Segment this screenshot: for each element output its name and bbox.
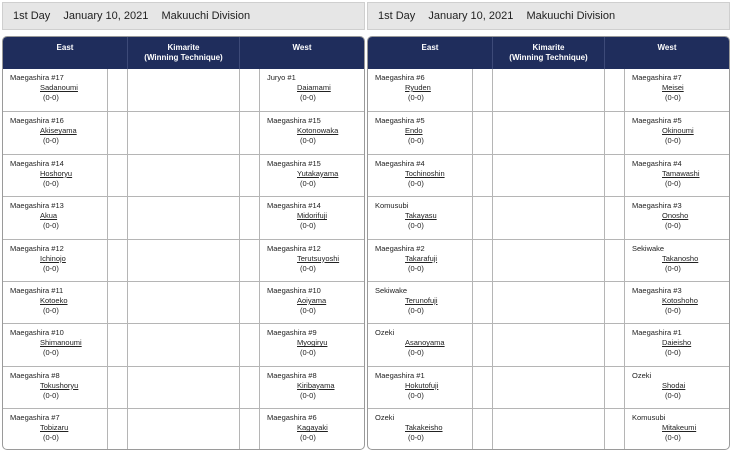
west-record: (0-0) <box>300 178 316 188</box>
west-record: (0-0) <box>300 433 316 443</box>
west-wrestler-cell <box>625 282 729 323</box>
west-wrestler-cell <box>260 155 364 196</box>
date-label: January 10, 2021 <box>428 10 514 22</box>
east-result-cell <box>108 69 128 111</box>
west-result-cell <box>240 69 260 111</box>
west-rank: Maegashira #3 <box>632 285 682 295</box>
east-wrestler-cell <box>368 409 473 450</box>
division-label: Makuuchi Division <box>526 10 616 22</box>
east-wrestler-cell <box>3 197 108 238</box>
kimarite-cell <box>493 324 605 365</box>
east-record: (0-0) <box>408 348 424 358</box>
table-header <box>368 37 729 69</box>
east-wrestler-cell <box>368 240 473 281</box>
west-record: (0-0) <box>665 93 681 102</box>
east-wrestler-cell <box>368 155 473 196</box>
east-rank: Maegashira #10 <box>10 328 64 338</box>
east-wrestler-link[interactable]: Ryuden <box>405 83 431 92</box>
east-result-cell <box>108 409 128 450</box>
west-wrestler-cell <box>260 367 364 408</box>
table-row <box>368 239 729 281</box>
west-rank: Maegashira #1 <box>632 328 682 338</box>
west-wrestler-cell <box>625 197 729 238</box>
west-record: (0-0) <box>300 348 316 358</box>
east-record: (0-0) <box>408 305 424 315</box>
kimarite-cell <box>128 324 240 365</box>
west-record: (0-0) <box>665 178 681 188</box>
east-wrestler-link[interactable]: Endo <box>405 126 423 136</box>
west-result-cell <box>240 155 260 196</box>
west-record: (0-0) <box>300 136 316 146</box>
west-record: (0-0) <box>665 348 681 358</box>
west-wrestler-link[interactable]: Myogiryu <box>297 338 328 348</box>
east-result-cell <box>473 409 493 450</box>
east-wrestler-cell <box>3 282 108 323</box>
east-wrestler-cell <box>3 112 108 153</box>
table-row <box>368 154 729 196</box>
west-result-cell <box>605 197 625 238</box>
kimarite-label: Kimarite <box>167 43 200 52</box>
east-rank: Maegashira #6 <box>375 73 425 82</box>
west-wrestler-link[interactable]: Daieisho <box>662 338 692 348</box>
bout-panel-right <box>367 0 730 454</box>
column-header-kimarite <box>493 37 605 69</box>
bout-table <box>2 36 365 450</box>
table-row <box>368 281 729 323</box>
west-result-cell <box>605 69 625 111</box>
west-rank: Maegashira #6 <box>267 413 317 423</box>
kimarite-cell <box>128 69 240 111</box>
table-row <box>368 323 729 365</box>
west-record: (0-0) <box>665 433 681 443</box>
kimarite-cell <box>493 112 605 153</box>
west-wrestler-link[interactable]: Kiribayama <box>297 380 335 390</box>
kimarite-cell <box>128 112 240 153</box>
column-header-east: East <box>368 37 493 69</box>
west-result-cell <box>240 240 260 281</box>
east-result-cell <box>108 240 128 281</box>
west-result-cell <box>605 367 625 408</box>
east-rank: Maegashira #4 <box>375 158 425 168</box>
east-record: (0-0) <box>43 433 59 443</box>
kimarite-cell <box>493 69 605 111</box>
bout-rows <box>3 69 364 450</box>
east-result-cell <box>108 282 128 323</box>
east-result-cell <box>473 197 493 238</box>
east-wrestler-cell <box>3 155 108 196</box>
east-wrestler-cell <box>368 367 473 408</box>
kimarite-sublabel: (Winning Technique) <box>144 53 223 62</box>
west-record: (0-0) <box>665 390 681 400</box>
east-wrestler-cell <box>3 69 108 111</box>
east-rank: Maegashira #2 <box>375 243 425 253</box>
east-record: (0-0) <box>408 390 424 400</box>
bout-panel-left <box>2 0 365 454</box>
east-result-cell <box>108 112 128 153</box>
west-wrestler-link[interactable]: Kagayaki <box>297 423 328 433</box>
day-label: 1st Day <box>13 10 51 22</box>
kimarite-cell <box>128 197 240 238</box>
west-result-cell <box>605 409 625 450</box>
west-result-cell <box>240 409 260 450</box>
west-wrestler-link[interactable]: Aoiyama <box>297 295 327 305</box>
kimarite-cell <box>493 197 605 238</box>
east-rank: Komusubi <box>375 201 409 211</box>
west-result-cell <box>240 282 260 323</box>
west-record: (0-0) <box>665 136 681 146</box>
kimarite-cell <box>493 282 605 323</box>
west-wrestler-cell <box>260 324 364 365</box>
table-row <box>368 366 729 408</box>
east-wrestler-link[interactable]: Akua <box>40 211 58 221</box>
kimarite-cell <box>128 367 240 408</box>
west-rank: Maegashira #15 <box>267 158 321 168</box>
east-wrestler-cell <box>3 240 108 281</box>
table-row <box>3 111 364 153</box>
west-wrestler-cell <box>625 240 729 281</box>
bout-table <box>367 36 730 450</box>
east-wrestler-link[interactable]: Akiseyama <box>40 126 77 136</box>
east-wrestler-cell <box>368 282 473 323</box>
west-wrestler-link[interactable]: Yutakayama <box>297 168 339 178</box>
east-wrestler-cell <box>368 112 473 153</box>
kimarite-cell <box>128 240 240 281</box>
west-rank: Sekiwake <box>632 243 665 253</box>
day-header-bar <box>367 2 730 30</box>
west-wrestler-cell <box>625 112 729 153</box>
west-rank: Komusubi <box>632 413 666 423</box>
column-header-west: West <box>292 43 312 52</box>
column-header-east: East <box>3 37 128 69</box>
east-wrestler-link[interactable]: Tokushoryu <box>40 380 79 390</box>
west-wrestler-link[interactable]: Terutsuyoshi <box>297 253 340 263</box>
west-wrestler-link[interactable]: Shodai <box>662 380 686 390</box>
west-result-cell <box>605 155 625 196</box>
column-header-kimarite <box>128 37 240 69</box>
east-wrestler-link[interactable]: Shimanoumi <box>40 338 82 348</box>
west-rank: Maegashira #8 <box>267 370 317 380</box>
east-rank: Maegashira #12 <box>10 243 64 253</box>
west-wrestler-link[interactable]: Tamawashi <box>662 168 700 178</box>
east-result-cell <box>473 324 493 365</box>
east-result-cell <box>108 324 128 365</box>
east-record: (0-0) <box>408 136 424 146</box>
east-result-cell <box>473 282 493 323</box>
table-row <box>3 154 364 196</box>
kimarite-cell <box>493 240 605 281</box>
west-rank: Juryo #1 <box>267 73 296 82</box>
east-rank: Ozeki <box>375 413 395 423</box>
east-record: (0-0) <box>408 221 424 231</box>
west-wrestler-cell <box>625 69 729 111</box>
west-wrestler-link[interactable]: Daiamami <box>297 83 331 92</box>
west-rank: Maegashira #3 <box>632 201 682 211</box>
table-row <box>3 408 364 450</box>
east-record: (0-0) <box>43 93 59 102</box>
east-result-cell <box>473 112 493 153</box>
day-header-bar <box>2 2 365 30</box>
east-wrestler-link[interactable]: Takayasu <box>405 211 437 221</box>
west-result-cell <box>605 282 625 323</box>
west-wrestler-cell <box>260 69 364 111</box>
west-wrestler-link[interactable]: Meisei <box>662 83 684 92</box>
east-record: (0-0) <box>408 433 424 443</box>
east-wrestler-link[interactable]: Hoshoryu <box>40 168 73 178</box>
east-record: (0-0) <box>43 305 59 315</box>
west-wrestler-cell <box>260 240 364 281</box>
east-rank: Sekiwake <box>375 285 408 295</box>
day-label: 1st Day <box>378 10 416 22</box>
west-record: (0-0) <box>300 390 316 400</box>
west-wrestler-link[interactable]: Midorifuji <box>297 211 328 221</box>
table-header <box>3 37 364 69</box>
east-rank: Maegashira #17 <box>10 73 64 82</box>
east-wrestler-link[interactable]: Tobizaru <box>40 423 69 433</box>
east-result-cell <box>108 197 128 238</box>
table-row <box>368 69 729 111</box>
west-rank: Maegashira #15 <box>267 116 321 126</box>
west-wrestler-link[interactable]: Mitakeumi <box>662 423 697 433</box>
kimarite-cell <box>493 367 605 408</box>
east-rank: Ozeki <box>375 328 395 338</box>
west-record: (0-0) <box>665 221 681 231</box>
east-record: (0-0) <box>43 221 59 231</box>
east-wrestler-link[interactable]: Hokutofuji <box>405 380 439 390</box>
east-record: (0-0) <box>408 93 424 102</box>
east-result-cell <box>473 155 493 196</box>
table-row <box>3 281 364 323</box>
west-record: (0-0) <box>300 305 316 315</box>
east-wrestler-cell <box>3 409 108 450</box>
kimarite-cell <box>493 409 605 450</box>
east-wrestler-link[interactable]: Takarafuji <box>405 253 438 263</box>
east-wrestler-link[interactable]: Ichinojo <box>40 253 66 263</box>
west-record: (0-0) <box>665 305 681 315</box>
west-result-cell <box>240 367 260 408</box>
west-wrestler-cell <box>260 282 364 323</box>
west-wrestler-cell <box>625 367 729 408</box>
column-header-west: West <box>657 43 677 52</box>
table-row <box>3 69 364 111</box>
table-row <box>3 196 364 238</box>
west-result-cell <box>240 324 260 365</box>
east-wrestler-cell <box>368 197 473 238</box>
table-row <box>3 239 364 281</box>
west-result-cell <box>605 324 625 365</box>
east-rank: Maegashira #7 <box>10 413 60 423</box>
west-record: (0-0) <box>665 263 681 273</box>
east-record: (0-0) <box>43 263 59 273</box>
kimarite-cell <box>128 282 240 323</box>
west-result-cell <box>240 197 260 238</box>
east-record: (0-0) <box>43 178 59 188</box>
west-wrestler-link[interactable]: Onosho <box>662 211 689 221</box>
east-wrestler-link[interactable]: Sadanoumi <box>40 83 78 92</box>
east-wrestler-link[interactable]: Takakeisho <box>405 423 443 433</box>
west-rank: Maegashira #4 <box>632 158 682 168</box>
west-rank: Maegashira #14 <box>267 201 321 211</box>
west-rank: Maegashira #10 <box>267 285 321 295</box>
east-rank: Maegashira #16 <box>10 116 64 126</box>
west-record: (0-0) <box>300 93 316 102</box>
west-wrestler-link[interactable]: Takanosho <box>662 253 699 263</box>
kimarite-cell <box>128 155 240 196</box>
table-row <box>368 196 729 238</box>
east-record: (0-0) <box>43 390 59 400</box>
east-result-cell <box>473 367 493 408</box>
east-wrestler-link[interactable]: Kotoeko <box>40 295 68 305</box>
east-result-cell <box>473 240 493 281</box>
west-wrestler-cell <box>625 155 729 196</box>
bout-rows <box>368 69 729 450</box>
east-record: (0-0) <box>43 348 59 358</box>
east-wrestler-link[interactable]: Asanoyama <box>405 338 445 348</box>
table-row <box>3 323 364 365</box>
west-wrestler-cell <box>625 409 729 450</box>
west-record: (0-0) <box>300 221 316 231</box>
table-row <box>368 111 729 153</box>
west-result-cell <box>605 112 625 153</box>
kimarite-label: Kimarite <box>532 43 565 52</box>
kimarite-cell <box>128 409 240 450</box>
west-wrestler-cell <box>625 324 729 365</box>
west-rank: Ozeki <box>632 370 652 380</box>
east-rank: Maegashira #1 <box>375 370 425 380</box>
east-rank: Maegashira #14 <box>10 158 64 168</box>
west-result-cell <box>605 240 625 281</box>
east-result-cell <box>108 367 128 408</box>
west-result-cell <box>240 112 260 153</box>
table-row <box>3 366 364 408</box>
east-record: (0-0) <box>408 263 424 273</box>
east-result-cell <box>473 69 493 111</box>
west-wrestler-link[interactable]: Okinoumi <box>662 126 694 136</box>
west-wrestler-cell <box>260 112 364 153</box>
east-wrestler-link[interactable]: Tochinoshin <box>405 168 445 178</box>
west-wrestler-link[interactable]: Kotoshoho <box>662 295 698 305</box>
west-wrestler-cell <box>260 409 364 450</box>
kimarite-sublabel: (Winning Technique) <box>509 53 588 62</box>
kimarite-cell <box>493 155 605 196</box>
east-rank: Maegashira #5 <box>375 116 425 126</box>
date-label: January 10, 2021 <box>63 10 149 22</box>
east-record: (0-0) <box>43 136 59 146</box>
table-row <box>368 408 729 450</box>
east-record: (0-0) <box>408 178 424 188</box>
west-wrestler-link[interactable]: Kotonowaka <box>297 126 339 136</box>
west-rank: Maegashira #7 <box>632 73 682 82</box>
east-rank: Maegashira #13 <box>10 201 64 211</box>
division-label: Makuuchi Division <box>161 10 251 22</box>
east-wrestler-cell <box>3 367 108 408</box>
east-rank: Maegashira #8 <box>10 370 60 380</box>
west-wrestler-cell <box>260 197 364 238</box>
west-rank: Maegashira #9 <box>267 328 317 338</box>
east-wrestler-link[interactable]: Terunofuji <box>405 295 438 305</box>
east-wrestler-cell <box>368 324 473 365</box>
west-record: (0-0) <box>300 263 316 273</box>
east-rank: Maegashira #11 <box>10 285 64 295</box>
west-rank: Maegashira #5 <box>632 116 682 126</box>
east-wrestler-cell <box>3 324 108 365</box>
west-rank: Maegashira #12 <box>267 243 321 253</box>
east-wrestler-cell <box>368 69 473 111</box>
east-result-cell <box>108 155 128 196</box>
